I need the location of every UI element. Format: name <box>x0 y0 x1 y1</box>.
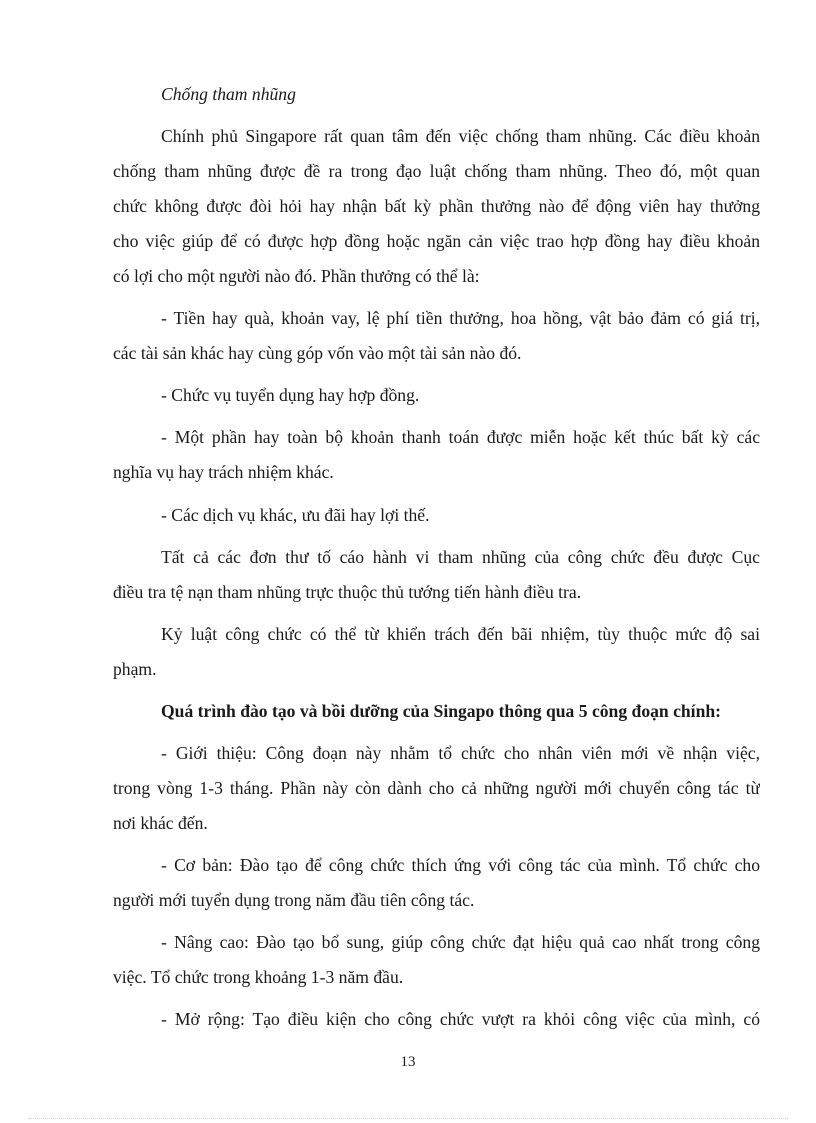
paragraph-line: Tất cả các đơn thư tố cáo hành vi tham nhũng của công chức đều được Cục <box>161 547 760 567</box>
paragraph-line: Kỷ luật công chức có thể từ khiển trách đến bãi nhiệm, tùy thuộc mức độ sai <box>161 624 760 644</box>
section-heading: Chống tham nhũng <box>161 84 296 104</box>
list-item-line: người mới tuyển dụng trong năm đầu tiên công tác. <box>113 890 475 910</box>
list-item-line: nghĩa vụ hay trách nhiệm khác. <box>113 462 334 482</box>
bold-heading: Quá trình đào tạo và bồi dưỡng của Singapo thông qua 5 công đoạn chính: <box>161 701 722 721</box>
list-item-line: trong vòng 1-3 tháng. Phần này còn dành cho cả những người mới chuyển công tác từ <box>113 778 760 798</box>
list-item-line: - Mở rộng: Tạo điều kiện cho công chức vượt ra khỏi công việc của mình, có <box>161 1009 760 1029</box>
list-item-line: - Giới thiệu: Công đoạn này nhằm tổ chức cho nhân viên mới về nhận việc, <box>161 743 760 763</box>
paragraph-line: Chính phủ Singapore rất quan tâm đến việc chống tham nhũng. Các điều khoản <box>161 126 760 146</box>
paragraph-line: có lợi cho một người nào đó. Phần thưởng có thể là: <box>113 266 480 286</box>
page-number: 13 <box>400 1054 416 1070</box>
list-item-line: - Tiền hay quà, khoản vay, lệ phí tiền thưởng, hoa hồng, vật bảo đảm có giá trị, <box>161 308 760 328</box>
paragraph-line: chống tham nhũng được đề ra trong đạo luật chống tham nhũng. Theo đó, một quan <box>113 161 760 181</box>
paragraph-line: điều tra tệ nạn tham nhũng trực thuộc thủ tướng tiến hành điều tra. <box>113 582 582 602</box>
list-item-line: - Cơ bản: Đào tạo để công chức thích ứng với công tác của mình. Tổ chức cho <box>161 855 760 875</box>
paragraph-line: phạm. <box>113 659 157 679</box>
list-item-line: - Một phần hay toàn bộ khoản thanh toán được miễn hoặc kết thúc bất kỳ các <box>161 427 760 447</box>
list-item-line: việc. Tổ chức trong khoảng 1-3 năm đầu. <box>113 967 404 987</box>
list-item-line: nơi khác đến. <box>113 813 208 833</box>
list-item-line: các tài sản khác hay cùng góp vốn vào một tài sản nào đó. <box>113 343 522 363</box>
list-item-line: - Nâng cao: Đào tạo bổ sung, giúp công chức đạt hiệu quả cao nhất trong công <box>161 932 760 952</box>
list-item-line: - Các dịch vụ khác, ưu đãi hay lợi thế. <box>161 505 430 525</box>
paragraph-line: chức không được đòi hỏi hay nhận bất kỳ phần thưởng nào để động viên hay thưởng <box>113 196 760 216</box>
list-item-line: - Chức vụ tuyển dụng hay hợp đồng. <box>161 385 420 405</box>
footer-divider <box>28 1118 788 1119</box>
paragraph-line: cho việc giúp để có được hợp đồng hoặc ngăn cản việc trao hợp đồng hay điều khoản <box>113 231 760 251</box>
